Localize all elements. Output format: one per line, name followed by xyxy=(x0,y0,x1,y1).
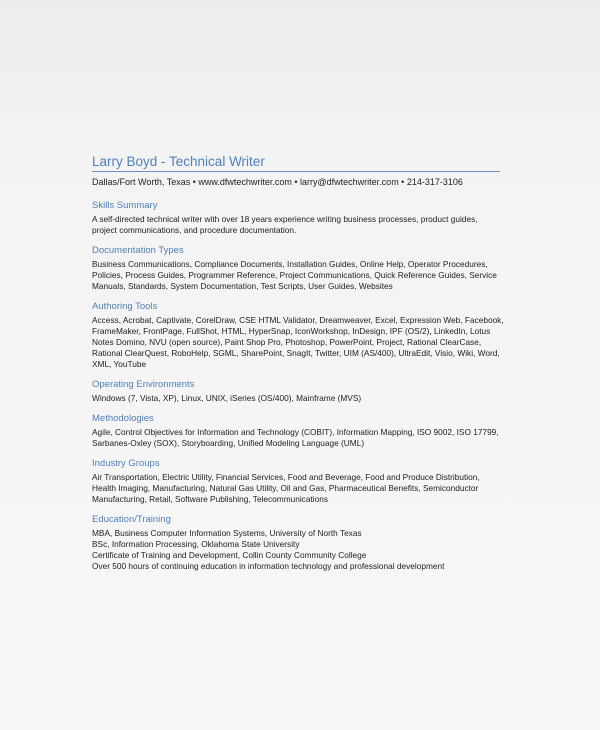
section-industry-groups xyxy=(92,458,504,505)
section-body-industry-groups: Air Transportation, Electric Utility, Financial Services, Food and Beverage, Food and Produce Distribution, Health Imaging, Manufacturing, Natural Gas Utility, Oil and Gas, Pharmaceutical Benefits, Semiconductor Manufacturing, Retail, Software Publishing, Telecommunications xyxy=(92,472,480,504)
header-divider xyxy=(92,171,500,172)
section-body-skills-summary: A self-directed technical writer with over 18 years experience writing business processes, product guides, project communications, and procedure documentation. xyxy=(92,214,478,235)
section-authoring-tools xyxy=(92,301,504,370)
section-body-documentation-types: Business Communications, Compliance Documents, Installation Guides, Online Help, Operator Procedures, Policies, Process Guides, Programmer Reference, Project Communications, Quick Reference Guides, Service Manuals, Standards, System Documentation, Test Scripts, User Guides, Websites xyxy=(92,259,497,291)
section-methodologies xyxy=(92,413,504,449)
section-education-training xyxy=(92,514,504,572)
contact-line: Dallas/Fort Worth, Texas • www.dfwtechwriter.com • larry@dfwtechwriter.com • 214-317-3106 xyxy=(92,177,463,187)
section-body-methodologies: Agile, Control Objectives for Information and Technology (COBIT), Information Mapping, ISO 9002, ISO 17799, Sarbanes-Oxley (SOX), Storyboarding, Unified Modeling Language (UML) xyxy=(92,427,499,448)
section-skills-summary xyxy=(92,200,504,236)
education-item: BSc, Information Processing, Oklahoma State University xyxy=(92,539,300,549)
section-title-authoring-tools: Authoring Tools xyxy=(92,301,158,312)
education-item: MBA, Business Computer Information Systems, University of North Texas xyxy=(92,528,362,538)
resume-name-title: Larry Boyd - Technical Writer xyxy=(92,154,265,169)
section-documentation-types xyxy=(92,245,504,292)
education-item: Certificate of Training and Development, Collin County Community College xyxy=(92,550,367,560)
education-item: Over 500 hours of continuing education in information technology and professional development xyxy=(92,561,445,571)
resume-content xyxy=(92,154,504,581)
section-title-methodologies: Methodologies xyxy=(92,413,154,424)
section-title-documentation-types: Documentation Types xyxy=(92,245,184,256)
section-title-operating-environments: Operating Environments xyxy=(92,379,195,390)
section-body-operating-environments: Windows (7, Vista, XP), Linux, UNIX, iSeries (OS/400), Mainframe (MVS) xyxy=(92,393,362,403)
section-title-industry-groups: Industry Groups xyxy=(92,458,160,469)
section-body-education-training xyxy=(92,528,504,572)
section-body-authoring-tools: Access, Acrobat, Captivate, CorelDraw, CSE HTML Validator, Dreamweaver, Excel, Expression Web, Facebook, FrameMaker, FrontPage, FullShot, HTML, HyperSnap, IconWorkshop, InDesign, IPF (OS/2), LinkedIn, Lotus Notes Domino, NVU (open source), Paint Shop Pro, Photoshop, PowerPoint, Project, Rational ClearCase, Rational ClearQuest, RoboHelp, SGML, SharePoint, SnagIt, Twitter, UIM (AS/400), UltraEdit, Visio, Wiki, Word, XML, YouTube xyxy=(92,315,504,369)
section-operating-environments xyxy=(92,379,504,404)
section-title-education-training: Education/Training xyxy=(92,514,171,525)
section-title-skills-summary: Skills Summary xyxy=(92,200,158,211)
